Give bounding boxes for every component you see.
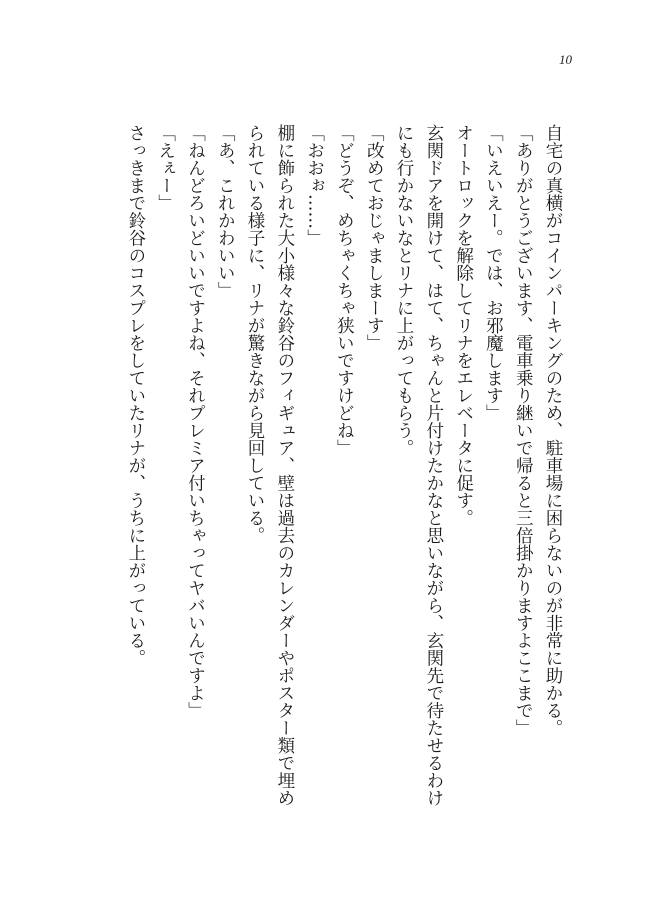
- text-line: 「えぇー」: [155, 124, 176, 212]
- text-line: 「ありがとうございます、電車乗り継いで帰ると三倍掛かりますよここまで」: [513, 124, 534, 737]
- text-line: 「いえいえー。では、お邪魔します」: [483, 124, 504, 422]
- text-line: 棚に飾られた大小様々な鈴谷のフィギュア、壁は過去のカレンダーやポスター類で埋め: [274, 124, 295, 807]
- text-line: 「改めておじゃましまーす」: [364, 124, 385, 352]
- text-line: 「おおぉ……」: [304, 124, 325, 247]
- text-line: 「ねんどろいどいいですよね、それプレミア付いちゃってヤバいんですよ」: [185, 124, 206, 719]
- text-line: 「あ、これかわいい」: [215, 124, 236, 299]
- vertical-text-body: [120, 124, 567, 844]
- text-line: オートロックを解除してリナをエレベータに促す。: [453, 124, 474, 527]
- text-line: られている様子に、リナが驚きながら見回している。: [245, 124, 266, 544]
- text-line: にも行かないなとリナに上がってもらう。: [394, 124, 415, 457]
- text-line: 玄関ドアを開けて、はて、ちゃんと片付けたかなと思いながら、玄関先で待たせるわけ: [423, 124, 444, 807]
- text-line: さっきまで鈴谷のコスプレをしていたリナが、うちに上がっている。: [125, 124, 146, 667]
- text-line: 「どうぞ、めちゃくちゃ狭いですけどね」: [334, 124, 355, 457]
- page-number: 10: [559, 52, 572, 67]
- text-line: 自宅の真横がコインパーキングのため、駐車場に困らないのが非常に助かる。: [543, 124, 563, 737]
